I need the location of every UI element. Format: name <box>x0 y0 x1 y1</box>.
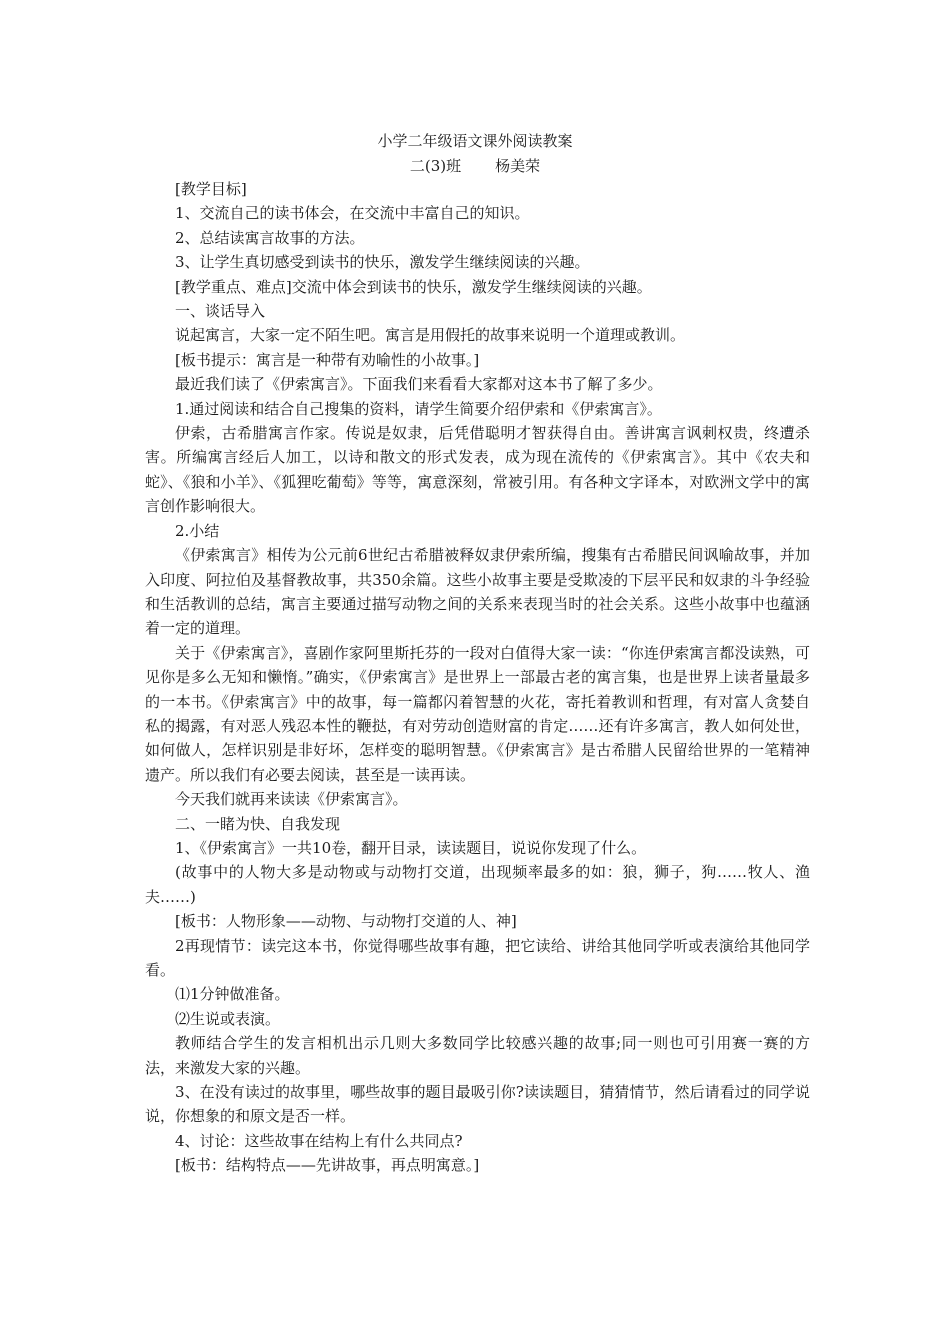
paragraph: 说起寓言，大家一定不陌生吧。寓言是用假托的故事来说明一个道理或教训。 <box>175 326 686 345</box>
section-heading: 2.小结 <box>175 521 220 540</box>
section-heading: [教学目标] <box>175 180 247 198</box>
list-item: 1、交流自己的读书体会，在交流中丰富自己的知识。 <box>175 204 530 223</box>
document-subtitle <box>0 156 950 176</box>
list-item: 2、总结读寓言故事的方法。 <box>175 228 365 247</box>
section-heading: 二、一睹为快、自我发现 <box>175 814 341 833</box>
paragraph: 最近我们读了《伊索寓言》。下面我们来看看大家都对这本书了解了多少。 <box>175 375 663 394</box>
paragraph: 关于《伊索寓言》，喜剧作家阿里斯托芬的一段对白值得大家一读：“你连伊索寓言都没读熟，可见你是多么无知和懒惰。”确实，《伊索寓言》是世界上一部最古老的寓言集，也是世界上读者量最多的一本书。《伊索寓言》中的故事，每一篇都闪着智慧的火花，寄托着教训和哲理，有对富人贪婪自私的揭露，有对恶人残忍本性的鞭挞，有对劳动创造财富的肯定……还有许多寓言，教人如何处世，如何做人，怎样识别是非好坏，怎样变的聪明智慧。《伊索寓言》是古希腊人民留给世界的一笔精神遗产。所以我们有必要去阅读，甚至是一读再读。 <box>145 643 810 784</box>
board-note: [板书提示：寓言是一种带有劝喻性的小故事。] <box>175 350 480 369</box>
section-heading: [教学重点、难点]交流中体会到读书的快乐，激发学生继续阅读的兴趣。 <box>175 277 652 296</box>
list-item: ⑴1分钟做准备。 <box>175 985 290 1004</box>
list-item: ⑵生说或表演。 <box>175 1009 281 1028</box>
document-body <box>145 177 810 1178</box>
paragraph: 伊索，古希腊寓言作家。传说是奴隶，后凭借聪明才智获得自由。善讲寓言讽刺权贵，终遭杀害。所编寓言经后人加工，以诗和散文的形式发表，成为现在流传的《伊索寓言》。其中《农夫和蛇》、《狼和小羊》、《狐狸吃葡萄》等等，寓意深刻，常被引用。有各种文字译本，对欧洲文学中的寓言创作影响很大。 <box>145 424 810 516</box>
paragraph: 今天我们就再来读读《伊索寓言》。 <box>175 790 408 809</box>
list-item: 3、让学生真切感受到读书的快乐，激发学生继续阅读的兴趣。 <box>175 253 590 272</box>
teacher-name: 杨美荣 <box>495 157 541 175</box>
paragraph: (故事中的人物大多是动物或与动物打交道，出现频率最多的如：狼，狮子，狗……牧人、渔夫……) <box>145 863 810 906</box>
list-item: 2再现情节：读完这本书，你觉得哪些故事有趣，把它读给、讲给其他同学听或表演给其他同学看。 <box>145 936 810 979</box>
list-item: 3、在没有读过的故事里，哪些故事的题目最吸引你?读读题目，猜猜情节，然后请看过的同学说说，你想象的和原文是否一样。 <box>145 1083 810 1126</box>
board-note: [板书：结构特点——先讲故事，再点明寓意。] <box>175 1156 480 1175</box>
list-item: 1.通过阅读和结合自己搜集的资料，请学生简要介绍伊索和《伊索寓言》。 <box>175 399 662 418</box>
list-item: 1、《伊索寓言》一共10卷，翻开目录，读读题目，说说你发现了什么。 <box>175 838 647 857</box>
class-label: 二(3)班 <box>409 157 462 175</box>
section-heading: 一、谈话导入 <box>175 302 266 321</box>
board-note: [板书：人物形象——动物、与动物打交道的人、神] <box>175 912 517 931</box>
paragraph: 《伊索寓言》相传为公元前6世纪古希腊被释奴隶伊索所编，搜集有古希腊民间讽喻故事，并加入印度、阿拉伯及基督教故事，共350余篇。这些小故事主要是受欺凌的下层平民和奴隶的斗争经验和生活教训的总结，寓言主要通过描写动物之间的关系来表现当时的社会关系。这些小故事中也蕴涵着一定的道理。 <box>145 546 810 638</box>
list-item: 4、讨论：这些故事在结构上有什么共同点? <box>175 1131 463 1150</box>
document-title: 小学二年级语文课外阅读教案 <box>377 132 573 150</box>
paragraph: 教师结合学生的发言相机出示几则大多数同学比较感兴趣的故事;同一则也可引用赛一赛的方法，来激发大家的兴趣。 <box>145 1034 810 1077</box>
